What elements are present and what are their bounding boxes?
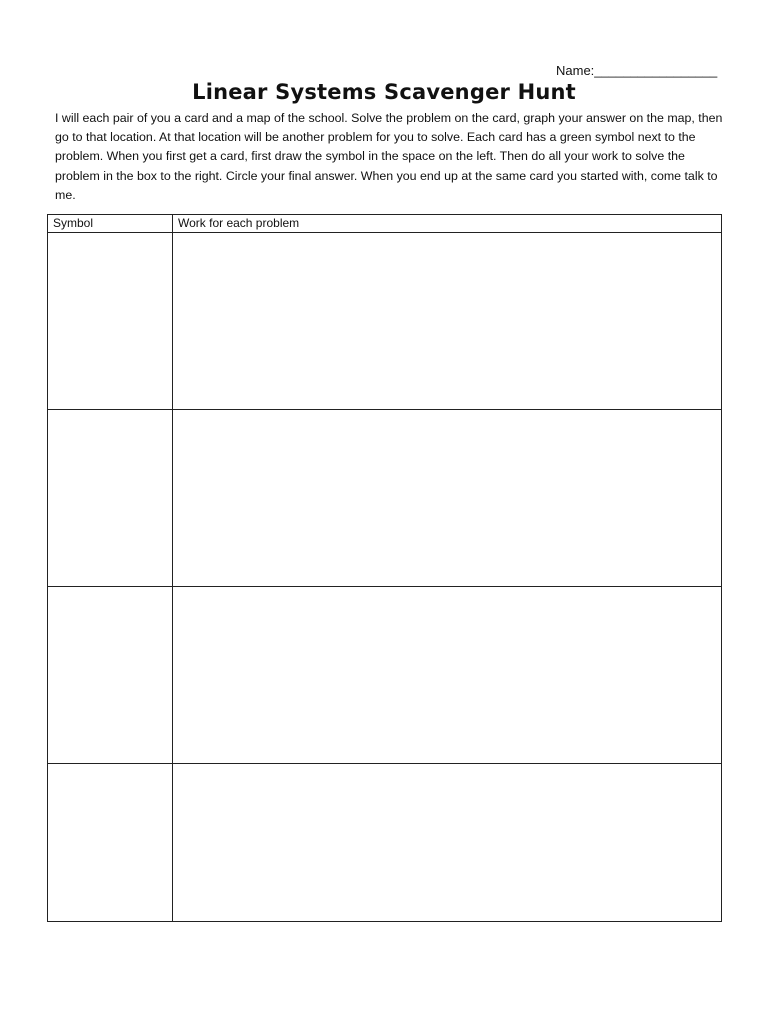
table-header-row [48, 215, 722, 233]
worksheet-title: Linear Systems Scavenger Hunt [192, 80, 576, 104]
table-row [48, 764, 722, 922]
table-row [48, 410, 722, 587]
symbol-cell[interactable] [48, 764, 173, 922]
work-cell[interactable] [173, 764, 722, 922]
table-row [48, 587, 722, 764]
symbol-cell[interactable] [48, 410, 173, 587]
instructions-paragraph: I will each pair of you a card and a map of the school. Solve the problem on the card, graph your answer on the map, then go to that location. At that location will be another problem for you to solve. Each card has a green symbol next to the problem. When you first get a card, first draw the symbol in the space on the left. Then do all your work to solve the problem in the box to the right. Circle your final answer. When you end up at the same card you started with, come talk to me. [55, 111, 723, 202]
work-column-header: Work for each problem [173, 215, 722, 233]
work-table [47, 214, 722, 922]
symbol-cell[interactable] [48, 233, 173, 410]
work-cell[interactable] [173, 587, 722, 764]
symbol-column-header: Symbol [48, 215, 173, 233]
work-cell[interactable] [173, 410, 722, 587]
table-row [48, 233, 722, 410]
name-field-label: Name:_________________ [556, 63, 718, 78]
work-cell[interactable] [173, 233, 722, 410]
symbol-cell[interactable] [48, 587, 173, 764]
